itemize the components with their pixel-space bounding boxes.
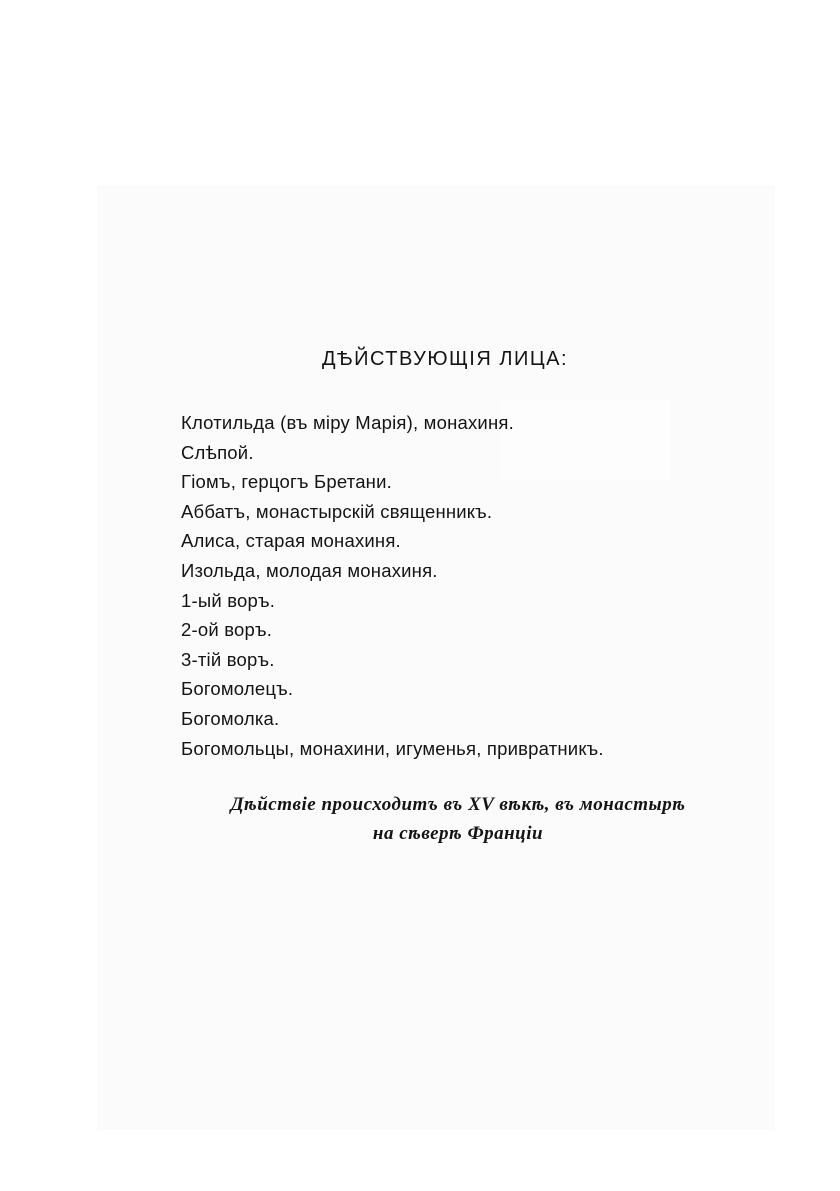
- setting-line-2: на сѣверѣ Франціи: [372, 823, 544, 844]
- cast-item-guillaume: Гіомъ, герцогъ Бретани.: [181, 471, 392, 493]
- page-title: ДѢЙСТВУЮЩІЯ ЛИЦА:: [321, 348, 569, 370]
- cast-item-isolde: Изольда, молодая монахиня.: [181, 559, 438, 581]
- setting-line-1: Дѣйствіе происходитъ въ XV вѣкѣ, въ монастырѣ: [230, 794, 686, 815]
- cast-item-blind-man: Слѣпой.: [181, 441, 254, 463]
- cast-item-pilgrim-man: Богомолецъ.: [181, 678, 294, 700]
- cast-item-abbot: Аббатъ, монастырскій священникъ.: [181, 500, 493, 522]
- cast-item-clotilda: Клотильда (въ міру Марія), монахиня.: [181, 412, 514, 433]
- cast-item-thief-2: 2-ой воръ.: [181, 619, 273, 641]
- cast-item-pilgrim-woman: Богомолка.: [181, 707, 280, 729]
- cast-item-thief-1: 1-ый воръ.: [181, 589, 276, 611]
- cast-list: [181, 408, 604, 763]
- cast-item-crowd: Богомольцы, монахини, игуменья, привратникъ.: [181, 737, 604, 759]
- cast-item-thief-3: 3-тій воръ.: [181, 648, 275, 670]
- cast-item-alice: Алиса, старая монахиня.: [181, 530, 401, 552]
- setting-note: [0, 790, 840, 848]
